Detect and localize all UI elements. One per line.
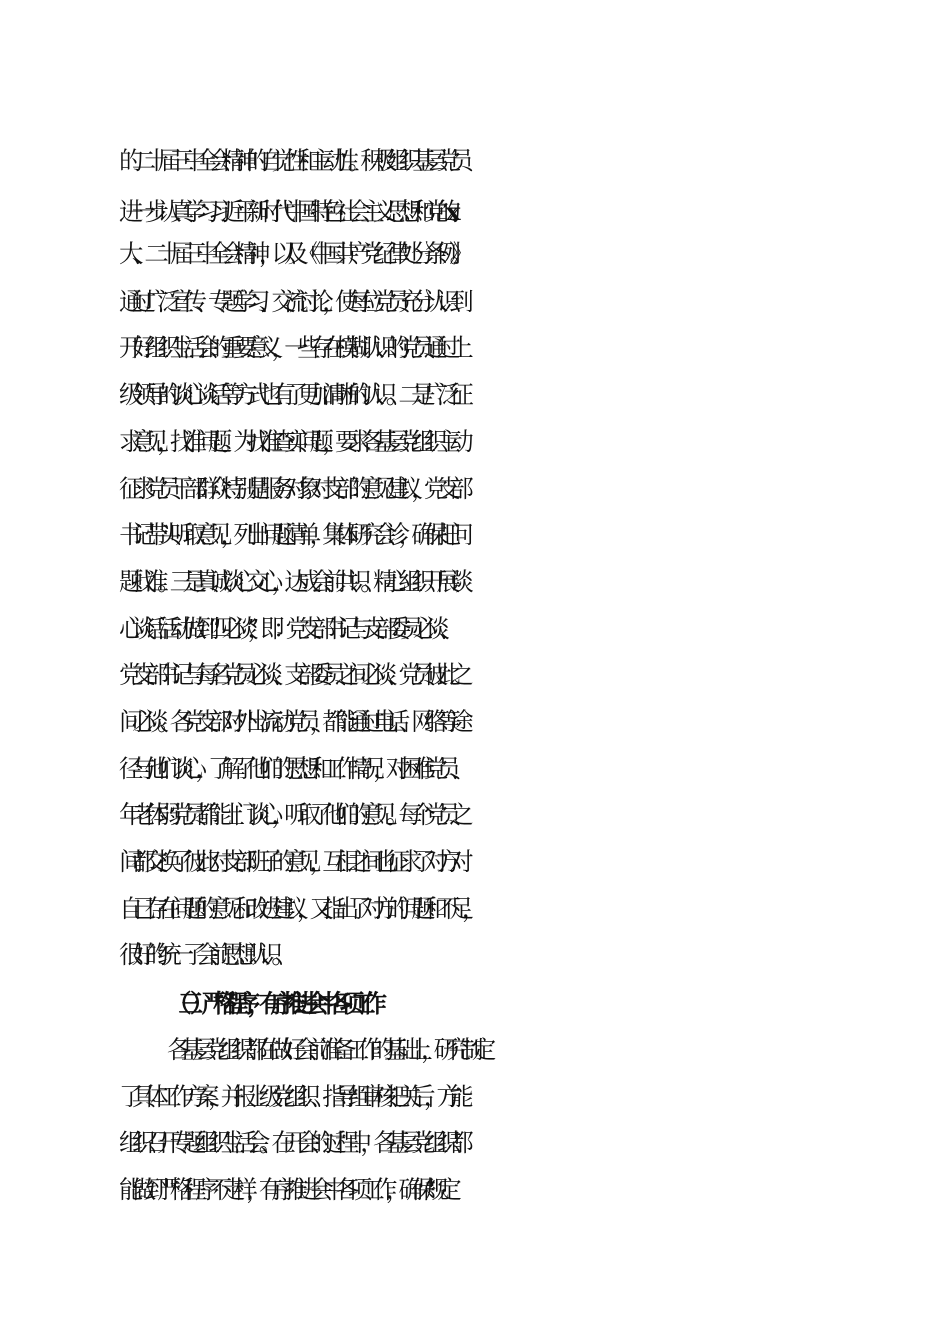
section-heading: （三）严格程序，有序推进会中各项工作 xyxy=(167,989,374,1018)
body-line-1: 的二十届三中全会精神的自觉性和主动性。积极组织基层党员 xyxy=(119,146,462,175)
body-line-17: 自己存在问题的意见和改进建议，又指出了对方的问题和不足， xyxy=(119,894,475,923)
body-line-14: 径与他们谈心，了解了他们的思想和工作情况，对困难党员、 xyxy=(119,754,462,783)
body-line-5: 开好组织生活会的重要意义，一些存在模糊认识的党员通过上 xyxy=(119,333,462,362)
paragraph2-line-3: 组织召开专题组织生活会。在开会的过程中，各基层党组织都 xyxy=(119,1128,462,1157)
body-line-9: 书记带头听取意见，列出问题清单，集体研究会诊，确保把问 xyxy=(119,520,462,549)
body-line-3: 大、二十届三中全会精神，以及《中国共产党纪律处分条例》。 xyxy=(119,239,463,268)
body-line-8: 征求党员干部群众特别是服务对象对支部的意见建议，党支部 xyxy=(119,474,462,503)
body-line-12: 党支部书记与每名党员必谈、支部委员之间必谈、党员彼此之 xyxy=(119,660,462,689)
body-line-13: 间必谈。各党支部对外出流动党员，都能通过电话、网络等途 xyxy=(119,707,462,736)
body-line-11: 心谈话活动做到“四必谈”，即：党支部书记与支部委员必谈、 xyxy=(119,614,451,643)
body-line-18: 很好的统一了会前思想认识。 xyxy=(119,940,285,969)
paragraph2-line-1: 各基层党组织都在做好会前准备工作的基础上，研究制定 xyxy=(167,1035,485,1064)
body-line-7: 求意见，找准问题。为找准查实问题，要求各基层党组织主动 xyxy=(119,427,462,456)
body-line-16: 间都交换了彼此对支部班子的意见，互相之间也征求了对方对 xyxy=(119,847,462,876)
body-line-15: 年老体弱党员都能上门谈心，听取了他们的意见。每个党员之 xyxy=(119,800,462,829)
body-line-4: 通过广泛宣传、专题学习、交流讨论，使每位党员充分认识到 xyxy=(119,287,462,316)
body-line-6: 级领导的谈心谈话等方式也有了更加清晰的认识。二是广泛征 xyxy=(119,380,462,409)
body-line-10: 题找准。三是真诚谈心交心，达成会前共识。精心组织开展谈 xyxy=(119,567,462,596)
body-line-2: 进一步认真学习习近平新时代中国特色社会主义思想和党的 xx xyxy=(119,197,450,226)
paragraph2-line-2: 了具体工作方案，并报上级党组织、指导组审核把关后，方能 xyxy=(119,1082,462,1111)
paragraph2-line-4: 能做到严格程序不走样，有序推进会中各项工作，确保“规定 xyxy=(119,1175,450,1204)
